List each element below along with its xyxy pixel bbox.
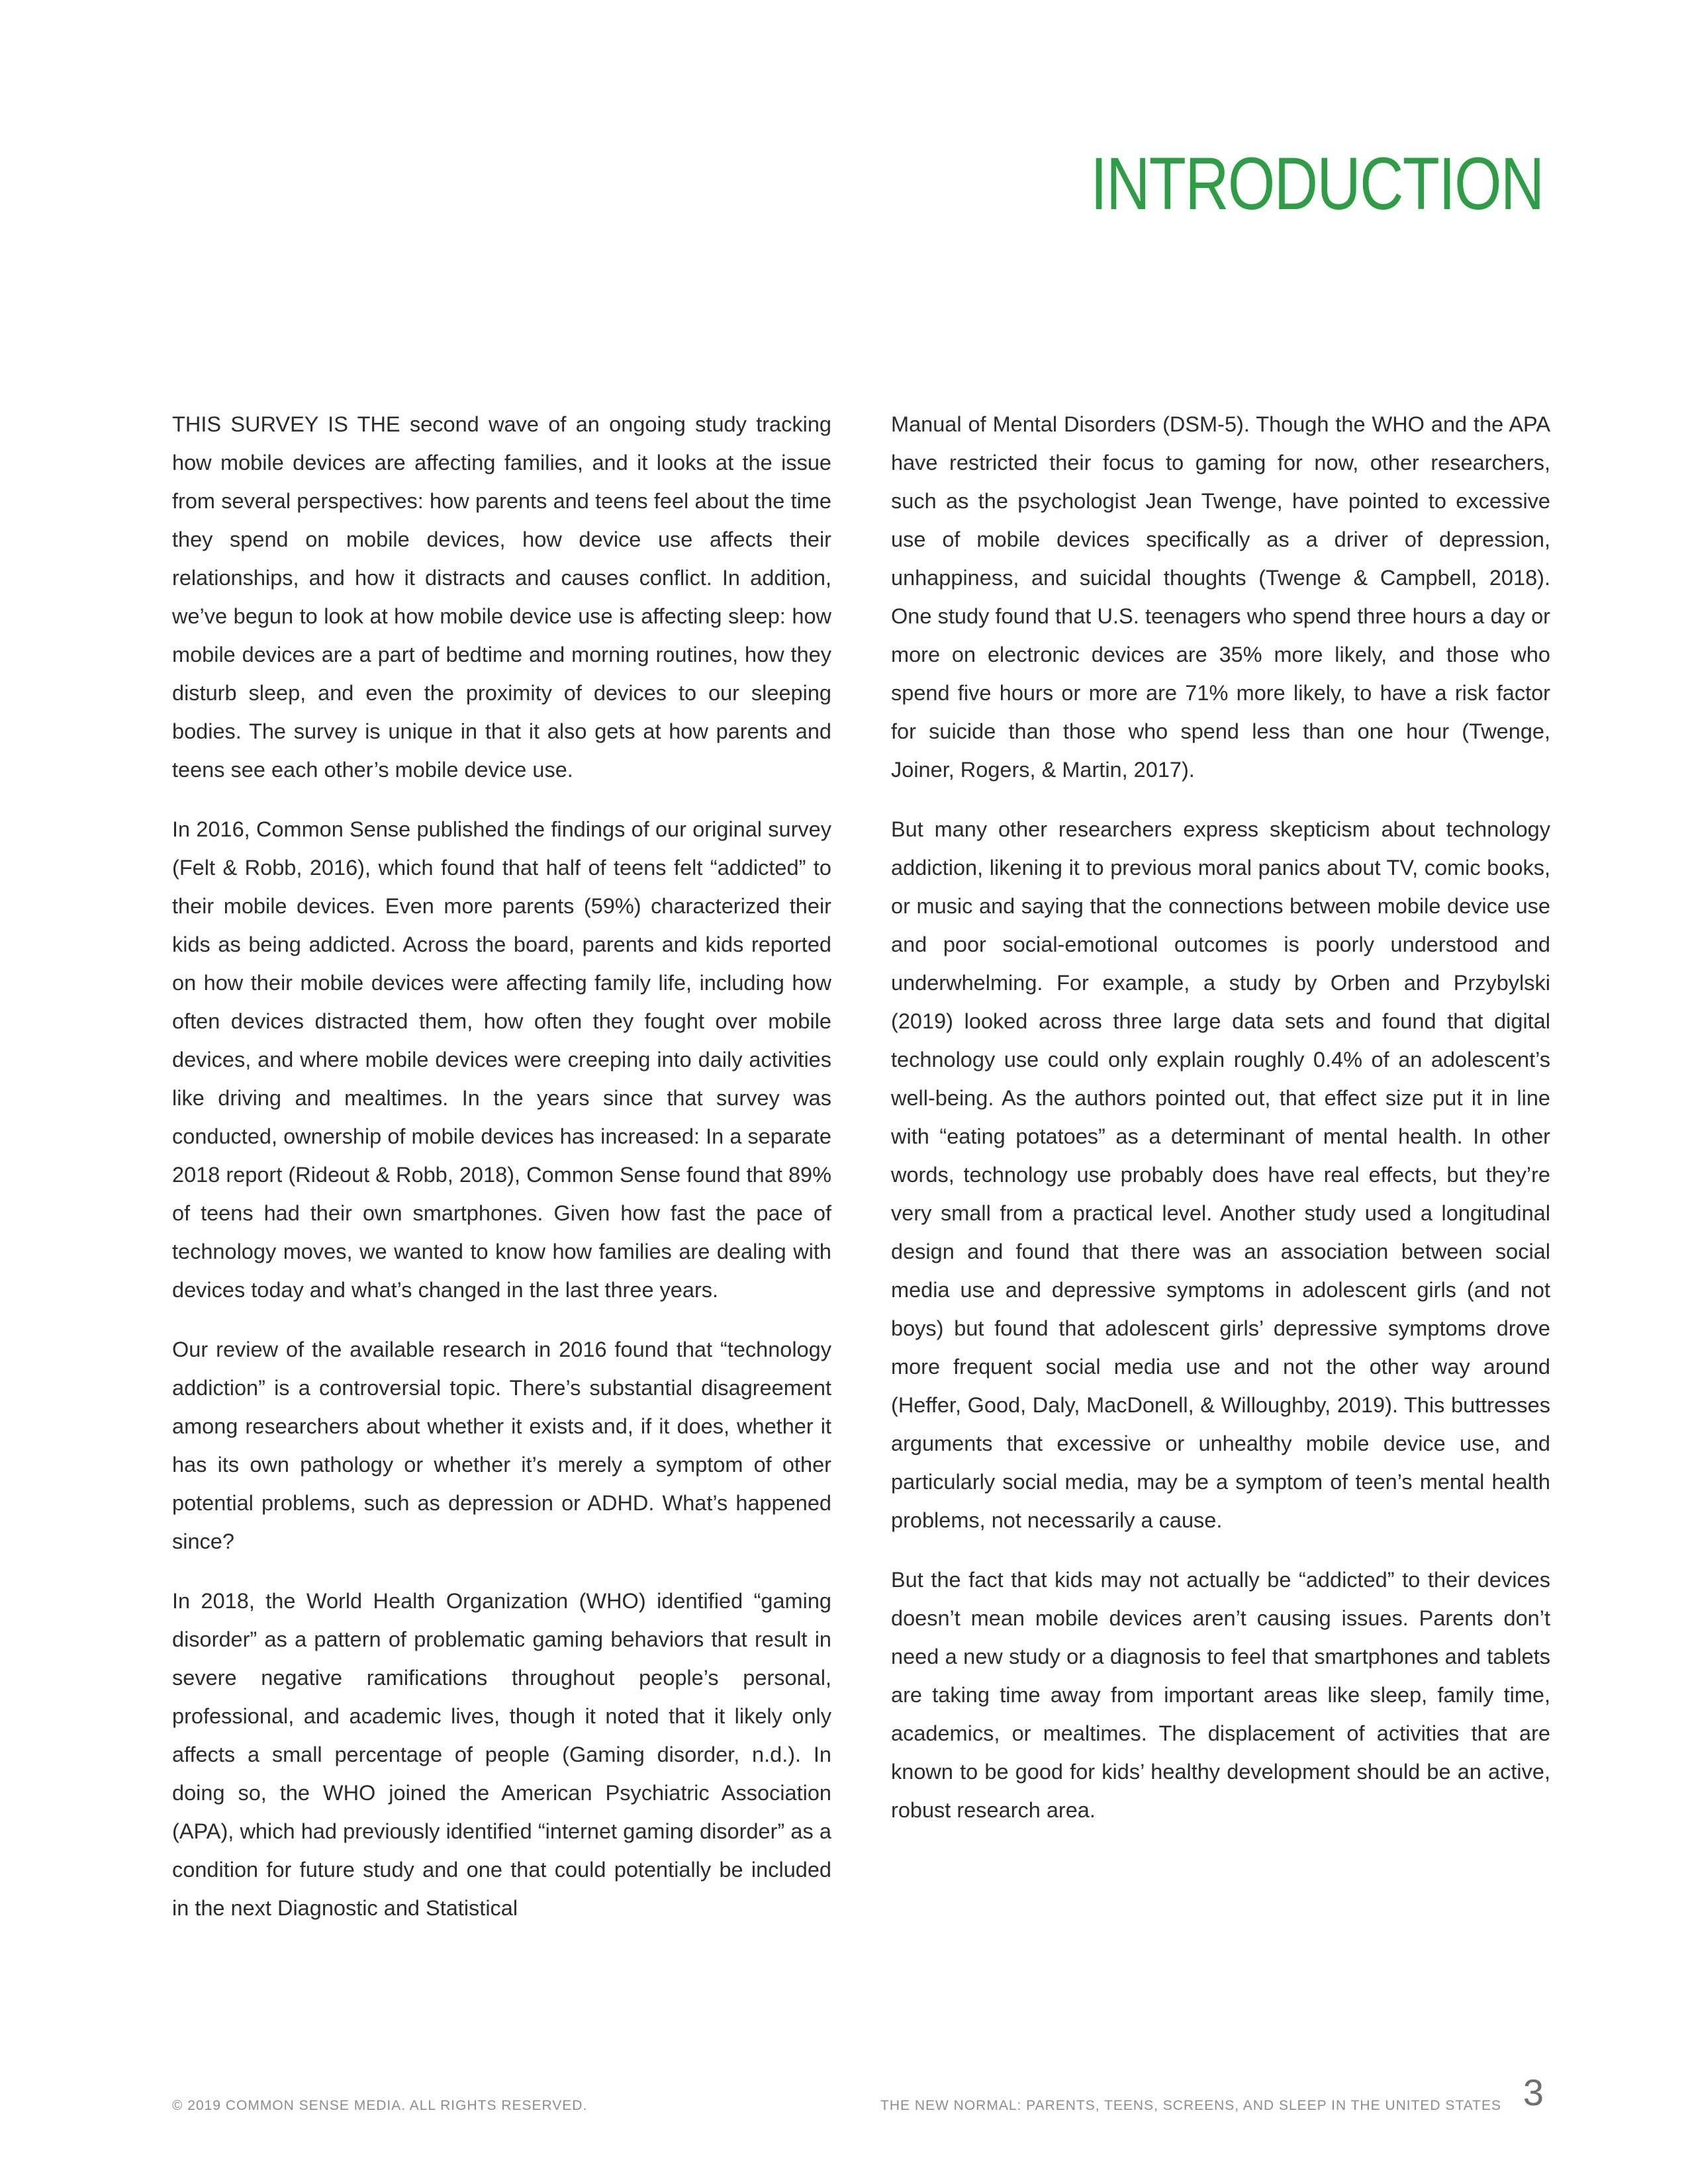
left-column — [172, 405, 831, 1948]
page-title: INTRODUCTION — [1090, 142, 1544, 225]
body-paragraph: In 2018, the World Health Organization (WHO) identified “gaming disorder” as a pattern of problematic gaming behaviors that result in severe negative ramifications throughout people’s personal, professional, and academic lives, though it noted that it likely only affects a small percentage of people (Gaming disorder, n.d.). In doing so, the WHO joined the American Psychiatric Association (APA), which had previously identified “internet gaming disorder” as a condition for future study and one that could potentially be included in the next Diagnostic and Statistical — [172, 1589, 831, 1920]
footer-copyright: © 2019 COMMON SENSE MEDIA. ALL RIGHTS RESERVED. — [172, 2098, 588, 2113]
body-paragraph: But many other researchers express skepticism about technology addiction, likening it to previous moral panics about TV, comic books, or music and saying that the connections between mobile device use and poor social-emotional outcomes is poorly understood and underwhelming. For example, a study by Orben and Przybylski (2019) looked across three large data sets and found that digital technology use could only explain roughly 0.4% of an adolescent’s well-being. As the authors pointed out, that effect size put it in line with “eating potatoes” as a determinant of mental health. In other words, technology use probably does have real effects, but they’re very small from a practical level. Another study used a longitudinal design and found that there was an association between social media use and depressive symptoms in adolescent girls (and not boys) but found that adolescent girls’ depressive symptoms drove more frequent social media use and not the other way around (Heffer, Good, Daly, MacDonell, & Willoughby, 2019). This buttresses arguments that excessive or unhealthy mobile device use, and particularly social media, may be a symptom of teen’s mental health problems, not necessarily a cause. — [891, 817, 1550, 1532]
body-paragraph: Our review of the available research in 2016 found that “technology addiction” is a controversial topic. There’s substantial disagreement among researchers about whether it exists and, if it does, whether it has its own pathology or whether it’s merely a symptom of other potential problems, such as depression or ADHD. What’s happened since? — [172, 1338, 831, 1553]
body-paragraph: THIS SURVEY IS THE second wave of an ongoing study tracking how mobile devices are affecting families, and it looks at the issue from several perspectives: how parents and teens feel about the time they spend on mobile devices, how device use affects their relationships, and how it distracts and causes conflict. In addition, we’ve begun to look at how mobile device use is affecting sleep: how mobile devices are a part of bedtime and morning routines, how they disturb sleep, and even the proximity of devices to our sleeping bodies. The survey is unique in that it also gets at how parents and teens see each other’s mobile device use. — [172, 412, 831, 782]
footer-report-title: THE NEW NORMAL: PARENTS, TEENS, SCREENS, AND SLEEP IN THE UNITED STATES — [880, 2098, 1501, 2113]
body-paragraph: In 2016, Common Sense published the findings of our original survey (Felt & Robb, 2016), which found that half of teens felt “addicted” to their mobile devices. Even more parents (59%) characterized their kids as being addicted. Across the board, parents and kids reported on how their mobile devices were affecting family life, including how often devices distracted them, how often they fought over mobile devices, and where mobile devices were creeping into daily activities like driving and mealtimes. In the years since that survey was conducted, ownership of mobile devices has increased: In a separate 2018 report (Rideout & Robb, 2018), Common Sense found that 89% of teens had their own smartphones. Given how fast the pace of technology moves, we wanted to know how families are dealing with devices today and what’s changed in the last three years. — [172, 817, 831, 1302]
right-column — [891, 405, 1550, 1850]
body-paragraph: But the fact that kids may not actually be “addicted” to their devices doesn’t mean mobile devices aren’t causing issues. Parents don’t need a new study or a diagnosis to feel that smartphones and tablets are taking time away from important areas like sleep, family time, academics, or mealtimes. The displacement of activities that are known to be good for kids’ healthy development should be an active, robust research area. — [891, 1568, 1550, 1822]
body-paragraph: Manual of Mental Disorders (DSM-5). Though the WHO and the APA have restricted their focus to gaming for now, other researchers, such as the psychologist Jean Twenge, have pointed to excessive use of mobile devices specifically as a driver of depression, unhappiness, and suicidal thoughts (Twenge & Campbell, 2018). One study found that U.S. teenagers who spend three hours a day or more on electronic devices are 35% more likely, and those who spend five hours or more are 71% more likely, to have a risk factor for suicide than those who spend less than one hour (Twenge, Joiner, Rogers, & Martin, 2017). — [891, 412, 1550, 782]
page-number: 3 — [1523, 2071, 1544, 2113]
